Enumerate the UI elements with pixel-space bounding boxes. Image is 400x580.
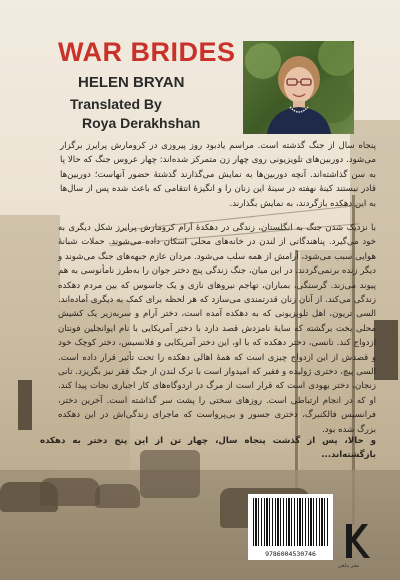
translated-by-label: Translated By	[70, 96, 162, 112]
parked-car-3	[95, 484, 140, 508]
author-photo	[243, 41, 354, 134]
isbn-barcode	[248, 494, 333, 560]
description-paragraph-1: پنجاه سال از جنگ گذشته است. مراسم یادبود روز پیروزی در کرومارش پرایرز برگزار می‌شود. دوربین‌های تلویزیونی روی چهار زن متمرکز شده‌اند: چهار عروس جنگ که حالا پا به سن گذاشته‌اند. آنچه دوربین‌ها به نمایش می‌گذارند گذشتهٔ حضور آنهاست؛ دوربین‌ها قادر نیستند کینهٔ نهفته در سینهٔ این زنان را و انگیزهٔ انتقامی که باعث شده پس از سال‌ها به این دهکده بازگردند، به نمایش بگذارند.	[60, 141, 376, 209]
publisher-logo	[340, 520, 370, 562]
description-paragraph-2: با نزدیک شدن جنگ به انگلستان، زندگی در دهکدهٔ آرام کرومارش پرایرز شکل دیگری به خود می‌گیرد. پناهندگانی از لندن در خانه‌های محلی اسکان داده می‌شوند. حملات شبانهٔ هوایی سبب می‌شود، آرامش از همه سلب می‌شود. مردان عازم جبهه‌های جنگ می‌شوند و دیگر زنده برنمی‌گردند. در این میان، جنگ زندگی پنج دختر جوان را به‌طرز نامأنوسی به هم پیوند می‌زند. گرسنگی، بمباران، تهاجم نیروهای نازی و یک جاسوس که بین مردم دهکده زندگی می‌کند. از آنان زنان قدرتمندی می‌سازد که هر لحظه برای کمک به دیگری آماده‌اند. السی تریون، اهل تلویزیونی که به دهکده آمده است، دختر آرام و سربه‌زیر یک کشیش محلی بخت برگشته که سایهٔ نامزدش قصد دارد با دختر آمریکایی با نام ایوانجلین فونتان ازدواج کند. تانسی، دختر دهکده که با او، این دختر آمریکایی و فلانسیس، دختر کوچک خود و قصدش از این ازدواج چیزی است که همهٔ اهالی دهکده را تحت تأثیر قرار داده است. السی پیچ، دختری ژولیده و فقیر که امیدوار است با ترک لندن از جنگ فقر نیز بگریزد. تانی زنجان، دختر یهودی است که قرار است از مرگ در اردوگاه‌های کار اجباری نجات پیدا کند. او که در انجام ارتباطی است. روزهای سختی را پشت سر گذاشته است. آخرین دختر، فرانسیس فالکنبرگ، دختری جسور و بی‌پرواست که ماجرای زندگی‌اش در این دهکده بزرگ شده بود.	[58, 223, 376, 435]
shop-sign-vertical	[18, 380, 32, 430]
translator-name: Roya Derakhshan	[82, 115, 201, 131]
barcode-number: 9786004530746	[265, 550, 316, 558]
parked-car-2	[40, 478, 100, 506]
shop-sign-drug	[374, 320, 398, 380]
publisher-logo-caption: نشر ماهی	[338, 563, 360, 569]
author-name: HELEN BRYAN	[78, 74, 185, 91]
description-paragraph-3: و حالا، پس از گذشت پنجاه سال، چهار تن از این پنج دختر به دهکده بازگشته‌اند...	[40, 436, 376, 461]
barcode-bars	[253, 498, 328, 546]
book-title: WAR BRIDES	[58, 37, 236, 67]
